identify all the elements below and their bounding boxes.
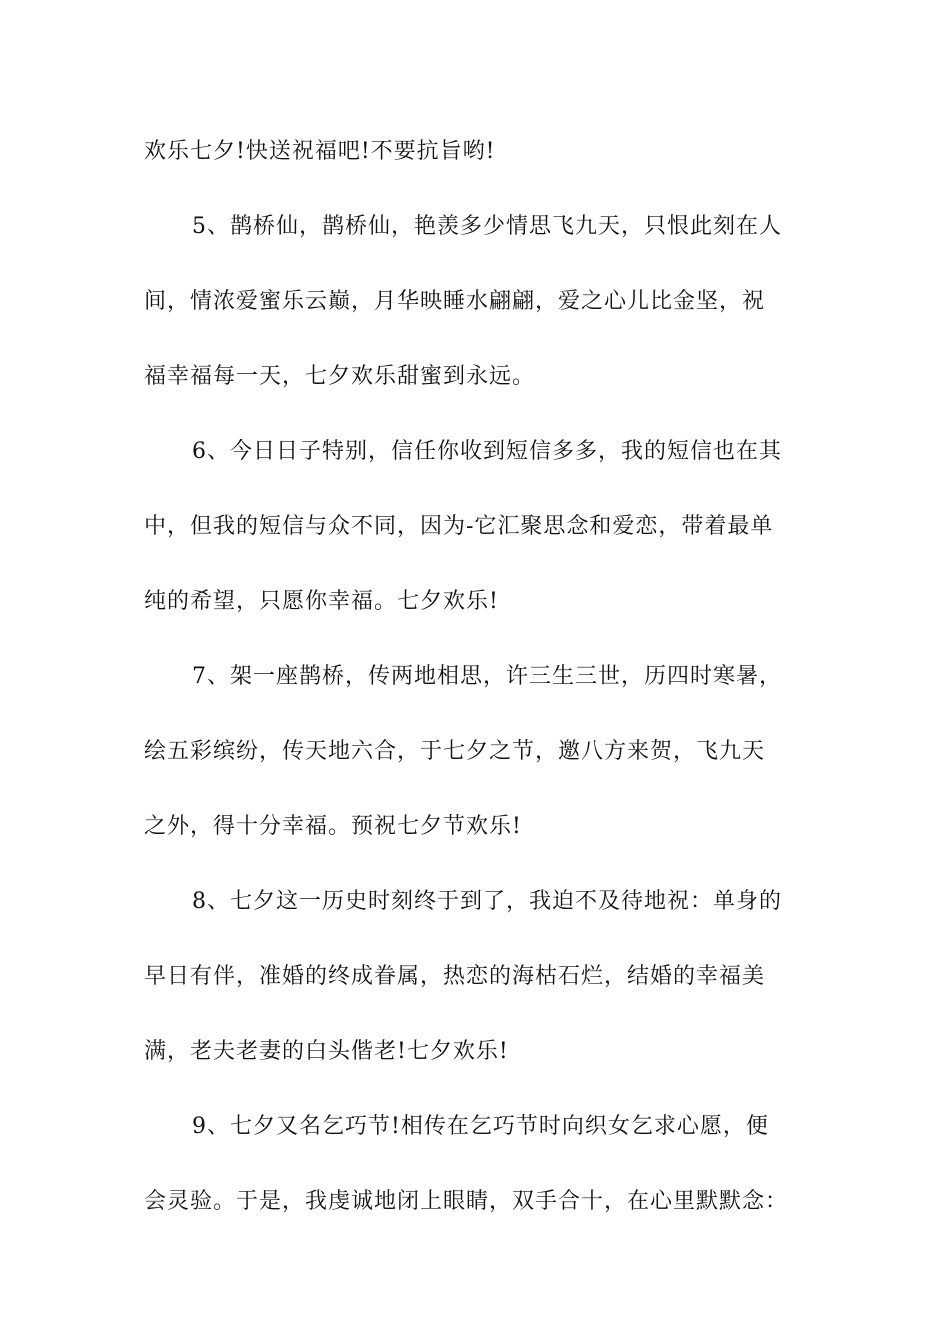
text-line: 满，老夫老妻的白头偕老!七夕欢乐! [144, 1039, 509, 1064]
text-line: 早日有伴，准婚的终成眷属，热恋的海枯石烂，结婚的幸福美 [144, 964, 766, 989]
paragraph-start-line: 9、七夕又名乞巧节!相传在乞巧节时向织女乞求心愿，便 [192, 1114, 769, 1139]
paragraph-start-line: 5、鹊桥仙，鹊桥仙，艳羡多少情思飞九天，只恨此刻在人 [192, 214, 782, 239]
document-body [144, 128, 824, 1253]
text-line: 会灵验。于是，我虔诚地闭上眼睛，双手合十，在心里默默念： [144, 1189, 789, 1214]
text-line: 福幸福每一天，七夕欢乐甜蜜到永远。 [144, 364, 536, 389]
text-line: 之外，得十分幸福。预祝七夕节欢乐! [144, 814, 522, 839]
paragraph-start-line: 8、七夕这一历史时刻终于到了，我迫不及待地祝：单身的 [192, 889, 782, 914]
text-line: 绘五彩缤纷，传天地六合，于七夕之节，邀八方来贺，飞九天 [144, 739, 766, 764]
text-line: 纯的希望，只愿你幸福。七夕欢乐! [144, 589, 499, 614]
text-line: 间，情浓爱蜜乐云巅，月华映睡水翩翩，爱之心儿比金坚，祝 [144, 289, 766, 314]
text-line: 中，但我的短信与众不同，因为-它汇聚思念和爱恋，带着最单 [144, 514, 774, 539]
text-line: 欢乐七夕!快送祝福吧!不要抗旨哟! [144, 139, 496, 164]
paragraph-start-line: 7、架一座鹊桥，传两地相思，许三生三世，历四时寒暑， [192, 664, 782, 689]
paragraph-start-line: 6、今日日子特别，信任你收到短信多多，我的短信也在其 [192, 439, 782, 464]
